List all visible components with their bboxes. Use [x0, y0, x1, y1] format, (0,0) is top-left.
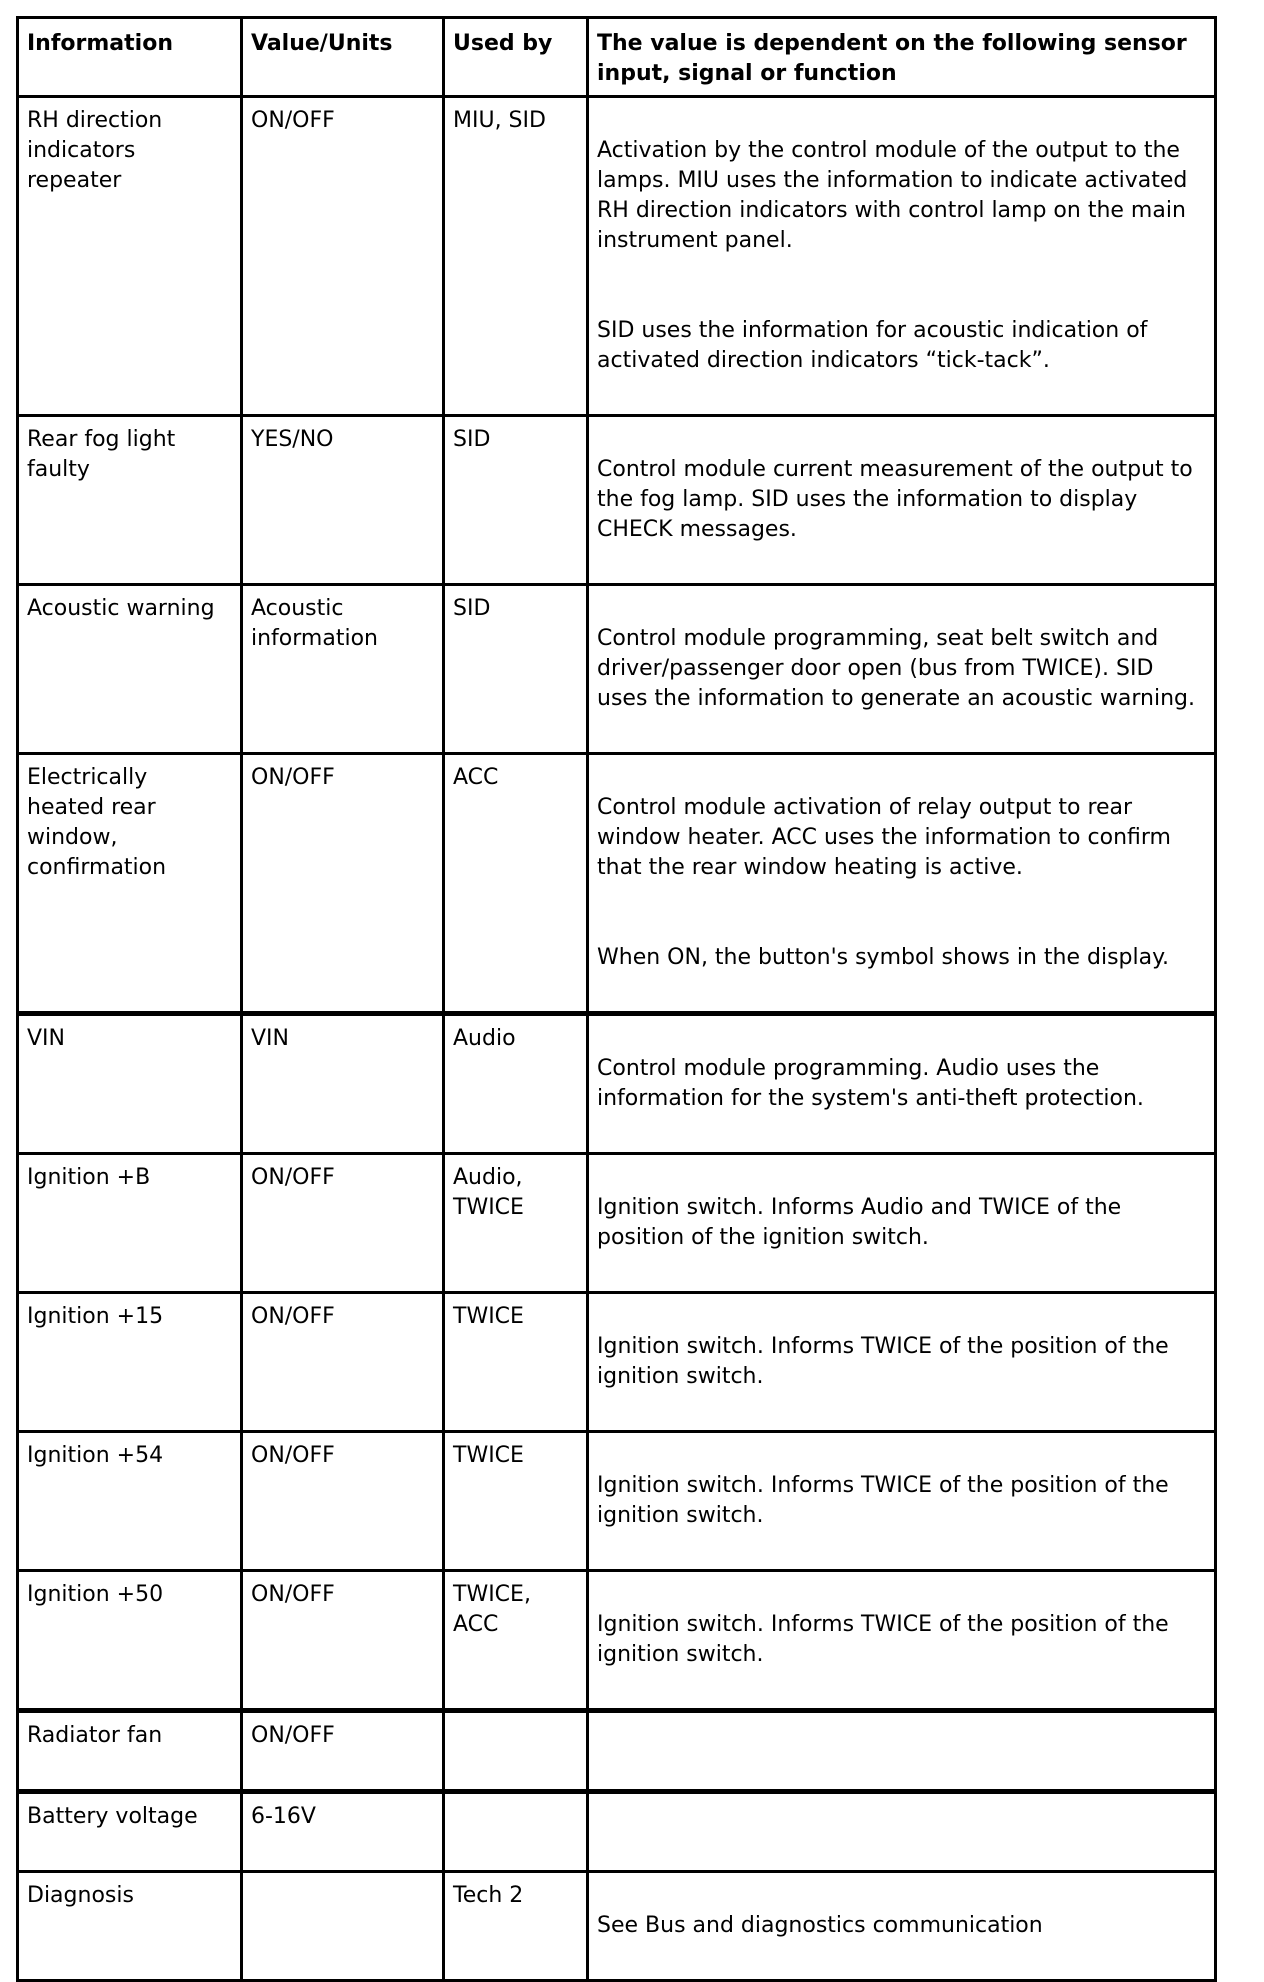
description-paragraph: Ignition switch. Informs TWICE of the position of the ignition switch.	[597, 1473, 1169, 1528]
cell-value: ON/OFF	[242, 1571, 444, 1711]
cell-information: Ignition +15	[18, 1293, 242, 1432]
table-row	[18, 1293, 1216, 1432]
table-row	[18, 1014, 1216, 1154]
cell-information: Battery voltage	[18, 1792, 242, 1872]
header-value-units: Value/Units	[242, 18, 444, 97]
cell-value: ON/OFF	[242, 1154, 444, 1293]
cell-value: VIN	[242, 1014, 444, 1154]
cell-value: ON/OFF	[242, 1293, 444, 1432]
information-table	[16, 16, 1217, 1982]
description-paragraph: Control module current measurement of the output to the fog lamp. SID uses the information to display CHECK messages.	[597, 457, 1193, 542]
table-header-row	[18, 18, 1216, 97]
cell-description	[588, 1432, 1216, 1571]
cell-used-by: MIU, SID	[444, 97, 588, 416]
table-row	[18, 754, 1216, 1014]
description-paragraph: Control module programming. Audio uses the information for the system's anti-theft protection.	[597, 1056, 1144, 1111]
cell-information: VIN	[18, 1014, 242, 1154]
cell-description	[588, 1792, 1216, 1872]
table-row	[18, 416, 1216, 585]
cell-information: Acoustic warning	[18, 585, 242, 754]
table-row	[18, 1711, 1216, 1792]
header-used-by: Used by	[444, 18, 588, 97]
cell-value: ON/OFF	[242, 1711, 444, 1792]
description-paragraph: Control module programming, seat belt switch and driver/passenger door open (bus from TWICE). SID uses the information to generate an acoustic warning.	[597, 626, 1195, 711]
cell-description	[588, 585, 1216, 754]
cell-value	[242, 1872, 444, 1981]
table-row	[18, 1571, 1216, 1711]
table-row	[18, 585, 1216, 754]
header-dependent: The value is dependent on the following sensor input, signal or function	[588, 18, 1216, 97]
cell-description	[588, 1571, 1216, 1711]
cell-value: 6-16V	[242, 1792, 444, 1872]
description-paragraph: SID uses the information for acoustic indication of activated direction indicators “tick-tack”.	[597, 318, 1148, 373]
cell-information: Ignition +B	[18, 1154, 242, 1293]
cell-description	[588, 754, 1216, 1014]
description-paragraph: When ON, the button's symbol shows in the display.	[597, 945, 1169, 970]
cell-used-by: Tech 2	[444, 1872, 588, 1981]
cell-value: ON/OFF	[242, 1432, 444, 1571]
cell-value: ON/OFF	[242, 754, 444, 1014]
cell-used-by: TWICE, ACC	[444, 1571, 588, 1711]
cell-used-by: TWICE	[444, 1293, 588, 1432]
description-paragraph: Activation by the control module of the output to the lamps. MIU uses the information to indicate activated RH direction indicators with control lamp on the main instrument panel.	[597, 138, 1188, 253]
cell-description	[588, 1154, 1216, 1293]
cell-information: Radiator fan	[18, 1711, 242, 1792]
cell-used-by: SID	[444, 585, 588, 754]
cell-information: Electrically heated rear window, confirmation	[18, 754, 242, 1014]
cell-value: Acoustic information	[242, 585, 444, 754]
cell-information: Diagnosis	[18, 1872, 242, 1981]
table-row	[18, 1432, 1216, 1571]
cell-used-by: ACC	[444, 754, 588, 1014]
cell-description	[588, 1872, 1216, 1981]
table-row	[18, 1872, 1216, 1981]
cell-information: Ignition +54	[18, 1432, 242, 1571]
description-paragraph: Control module activation of relay output to rear window heater. ACC uses the information to confirm that the rear window heating is active.	[597, 795, 1171, 880]
cell-information: Ignition +50	[18, 1571, 242, 1711]
cell-description	[588, 1014, 1216, 1154]
cell-used-by: TWICE	[444, 1432, 588, 1571]
cell-value: YES/NO	[242, 416, 444, 585]
header-information: Information	[18, 18, 242, 97]
table-row	[18, 97, 1216, 416]
cell-used-by: Audio	[444, 1014, 588, 1154]
cell-description	[588, 1293, 1216, 1432]
cell-used-by	[444, 1711, 588, 1792]
cell-description	[588, 97, 1216, 416]
description-paragraph: Ignition switch. Informs TWICE of the position of the ignition switch.	[597, 1612, 1169, 1667]
cell-used-by: Audio, TWICE	[444, 1154, 588, 1293]
table-row	[18, 1792, 1216, 1872]
cell-description	[588, 1711, 1216, 1792]
description-paragraph: Ignition switch. Informs Audio and TWICE of the position of the ignition switch.	[597, 1195, 1122, 1250]
cell-description	[588, 416, 1216, 585]
cell-used-by	[444, 1792, 588, 1872]
cell-information: RH direction indicators repeater	[18, 97, 242, 416]
table-row	[18, 1154, 1216, 1293]
cell-information: Rear fog light faulty	[18, 416, 242, 585]
description-paragraph: See Bus and diagnostics communication	[597, 1913, 1043, 1938]
cell-value: ON/OFF	[242, 97, 444, 416]
cell-used-by: SID	[444, 416, 588, 585]
description-paragraph: Ignition switch. Informs TWICE of the position of the ignition switch.	[597, 1334, 1169, 1389]
